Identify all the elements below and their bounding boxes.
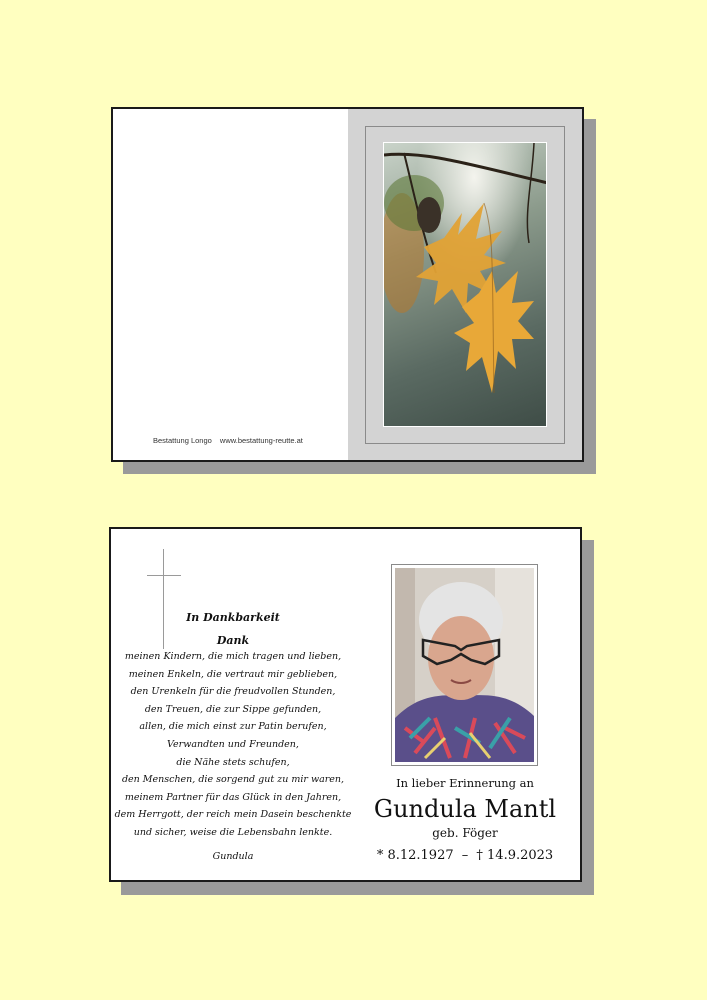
gratitude-poem — [113, 611, 353, 864]
poem-line: meinen Kindern, die mich tragen und lieben, — [124, 651, 342, 662]
poem-line: meinem Partner für das Glück in den Jahren, — [124, 791, 342, 803]
portrait-photo — [395, 568, 534, 762]
poem-signature: Gundula — [212, 850, 254, 862]
poem-line: den Menschen, die sorgend gut zu mir waren, — [121, 774, 345, 786]
cross-icon-bar — [147, 575, 181, 576]
funeral-home-name: Bestattung Longo — [153, 436, 212, 445]
memorial-intro: In lieber Erinnerung an — [396, 776, 534, 790]
card-front — [111, 107, 584, 462]
poem-heading: Dank — [216, 634, 250, 647]
card-inside — [109, 527, 582, 882]
photo-panel — [348, 109, 582, 460]
poem-line: und sicher, weise die Lebensbahn lenkte. — [133, 826, 333, 838]
poem-title: In Dankbarkeit — [186, 611, 280, 624]
poem-line: die Nähe stets schufen, — [176, 756, 290, 768]
funeral-home-footer — [153, 436, 303, 445]
portrait-frame — [391, 564, 538, 766]
poem-line: meinen Enkeln, die vertraut mir geblieben, — [128, 668, 338, 680]
autumn-leaves-illustration — [384, 143, 547, 427]
death-date: † 14.9.2023 — [476, 848, 554, 863]
deceased-name: Gundula Mantl — [373, 795, 557, 823]
birth-date: * 8.12.1927 — [376, 848, 454, 863]
poem-line: allen, die mich einst zur Patin berufen, — [139, 721, 327, 733]
life-dates — [361, 847, 569, 865]
poem-line: Verwandten und Freunden, — [167, 738, 299, 750]
poem-line: dem Herrgott, der reich mein Dasein beschenkte — [114, 809, 352, 821]
poem-line: den Treuen, die zur Sippe gefunden, — [144, 703, 322, 715]
maiden-name: geb. Föger — [432, 826, 498, 840]
date-separator: – — [461, 848, 469, 863]
poem-line: den Urenkeln für die freudvollen Stunden, — [130, 686, 336, 698]
funeral-home-website: www.bestattung-reutte.at — [219, 436, 303, 445]
portrait-illustration — [395, 568, 534, 762]
memorial-block — [361, 775, 569, 865]
autumn-leaves-photo — [383, 142, 547, 427]
photo-frame — [365, 126, 565, 444]
